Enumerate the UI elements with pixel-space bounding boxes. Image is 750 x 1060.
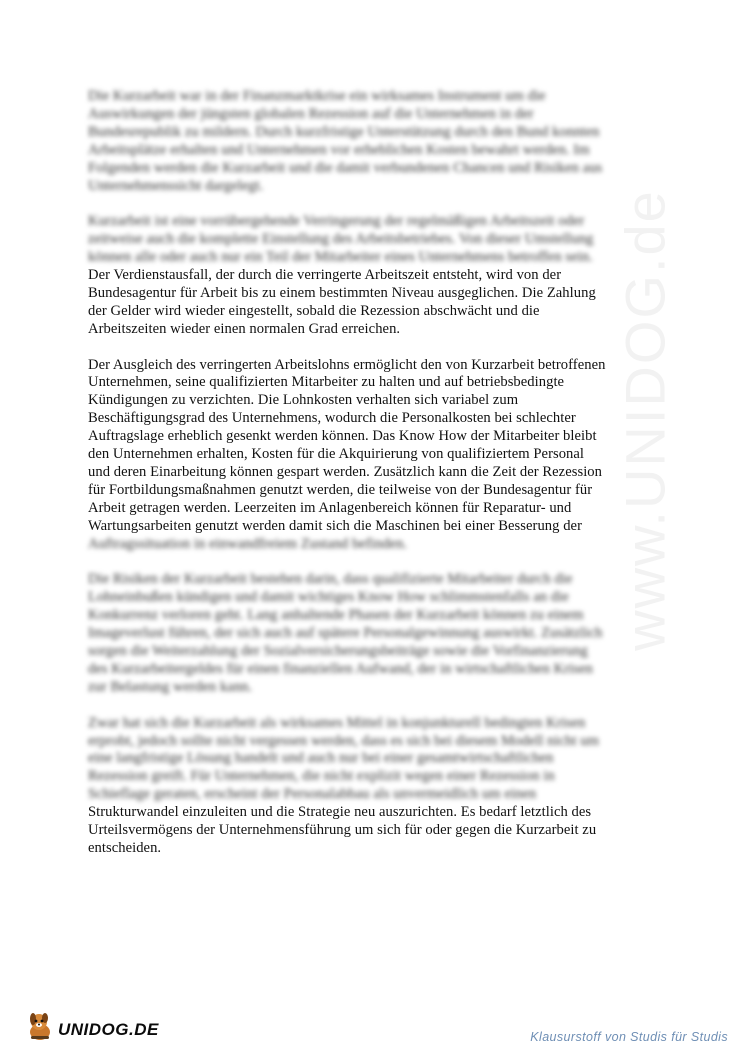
text-line: Schieflage geraten, erscheint der Personalabbau als unvermeidlich um einen	[88, 786, 537, 803]
paragraph-conclusion	[88, 715, 660, 858]
text-line: Lohneinbußen kündigen und damit wichtiges Know How schlimmstenfalls an die	[88, 589, 569, 606]
text-line: Zwar hat sich die Kurzarbeit als wirksames Mittel in konjunkturell bedingten Krisen	[88, 714, 586, 731]
text-line: Wartungsarbeiten genutzt werden damit sich die Maschinen bei einer Besserung der	[88, 517, 582, 534]
text-line: Arbeitsplätze erhalten und Unternehmen vor erheblichen Kosten bewahrt werden. Im	[88, 141, 590, 158]
text-line: des Kurzarbeitergeldes für einen finanziellen Aufwand, der in wirtschaftlichen Krisen	[88, 660, 593, 677]
text-line: Imageverlust führen, der sich auch auf spätere Personalgewinnung auswirkt. Zusätzlich	[88, 625, 603, 642]
text-line: Bundesagentur für Arbeit bis zu einem bestimmten Niveau ausgeglichen. Die Zahlung	[88, 284, 596, 301]
text-line: zeitweise auch die komplette Einstellung des Arbeitsbetriebes. Von dieser Umstellung	[88, 231, 594, 248]
paragraph-intro	[88, 88, 660, 195]
text-line: eine langfristige Lösung handelt und auch nur bei einer gesamtwirtschaftlichen	[88, 750, 554, 767]
text-line: Unternehmen, seine qualifizierten Mitarbeiter zu halten und auf betriebsbedingte	[88, 374, 565, 391]
text-line: Kurzarbeit ist eine vorrübergehende Verringerung der regelmäßigen Arbeitszeit oder	[88, 213, 585, 230]
text-line: erprobt, jedoch sollte nicht vergessen werden, dass es sich bei diesem Modell nicht um	[88, 732, 600, 749]
paragraph-chances	[88, 357, 660, 554]
text-line: der Gelder wird wieder eingestellt, sobald die Rezession abschwächt und die	[88, 302, 540, 319]
text-line: Die Kurzarbeit war in der Finanzmarktkrise ein wirksames Instrument um die	[88, 88, 546, 104]
text-line: zur Belastung werden kann.	[88, 678, 253, 695]
unidog-logo	[26, 1010, 159, 1046]
text-line: Auswirkungen der jüngsten globalen Rezession auf die Unternehmen in der	[88, 105, 534, 122]
text-line: Beschäftigungsgrad des Unternehmens, wodurch die Personalkosten bei schlechter	[88, 410, 576, 427]
text-line: den Unternehmen erhalten, Kosten für die Akquirierung von qualifiziertem Personal	[88, 446, 585, 463]
footer-tagline: Klausurstoff von Studis für Studis	[530, 1030, 728, 1044]
logo-text: UNIDOG.DE	[58, 1020, 159, 1039]
text-line: Rezession greift. Für Unternehmen, die nicht explizit wegen einer Rezession in	[88, 768, 555, 785]
text-line: Urteilsvermögens der Unternehmensführung um sich für oder gegen die Kurzarbeit zu	[88, 822, 597, 839]
text-line: Bundesrepublik zu mildern. Durch kurzfristige Unterstützung durch den Bund konnten	[88, 123, 600, 140]
text-line: Konkurrenz verloren geht. Lang anhaltende Phasen der Kurzarbeit können zu einem	[88, 607, 584, 624]
text-line: Folgenden werden die Kurzarbeit und die damit verbundenen Chancen und Risiken aus	[88, 159, 603, 176]
text-line: Arbeit getragen werden. Leerzeiten im Anlagenbereich können für Reparatur- und	[88, 499, 572, 516]
paragraph-risks	[88, 571, 660, 696]
text-line: für Fortbildungsmaßnahmen genutzt werden, die teilweise von der Bundesagentur für	[88, 481, 593, 498]
paragraph-definition	[88, 213, 660, 338]
text-line: Auftragslage erheblich gesenkt werden können. Das Know How der Mitarbeiter bleibt	[88, 428, 597, 445]
text-line: und deren Einarbeitung können gespart werden. Zusätzlich kann die Zeit der Rezession	[88, 464, 602, 480]
document-body	[88, 88, 660, 876]
text-line: Der Ausgleich des verringerten Arbeitslohns ermöglicht den von Kurzarbeit betroffenen	[88, 356, 606, 373]
text-line: können alle oder auch nur ein Teil der Mitarbeiter eines Unternehmens betroffen sein.	[88, 249, 593, 266]
watermark: www.UNIDOG.de	[613, 189, 677, 651]
text-line: Arbeitszeiten wieder einen normalen Grad erreichen.	[88, 320, 401, 337]
text-line: entscheiden.	[88, 840, 162, 856]
text-line: Der Verdienstausfall, der durch die verringerte Arbeitszeit entsteht, wird von der	[88, 267, 562, 284]
text-line: sorgen die Weiterzahlung der Sozialversicherungsbeiträge sowie die Vorfinanzierung	[88, 643, 588, 660]
text-line: Unternehmenssicht dargelegt.	[88, 177, 264, 194]
text-line: Kündigungen zu verzichten. Die Lohnkosten verhalten sich variabel zum	[88, 392, 519, 409]
dog-mascot-icon	[26, 1010, 56, 1042]
text-line: Auftragssituation in einwandfreiem Zustand befinden.	[88, 535, 408, 552]
text-line: Die Risiken der Kurzarbeit bestehen darin, dass qualifizierte Mitarbeiter durch die	[88, 571, 573, 588]
text-line: Strukturwandel einzuleiten und die Strategie neu auszurichten. Es bedarf letztlich des	[88, 804, 592, 821]
